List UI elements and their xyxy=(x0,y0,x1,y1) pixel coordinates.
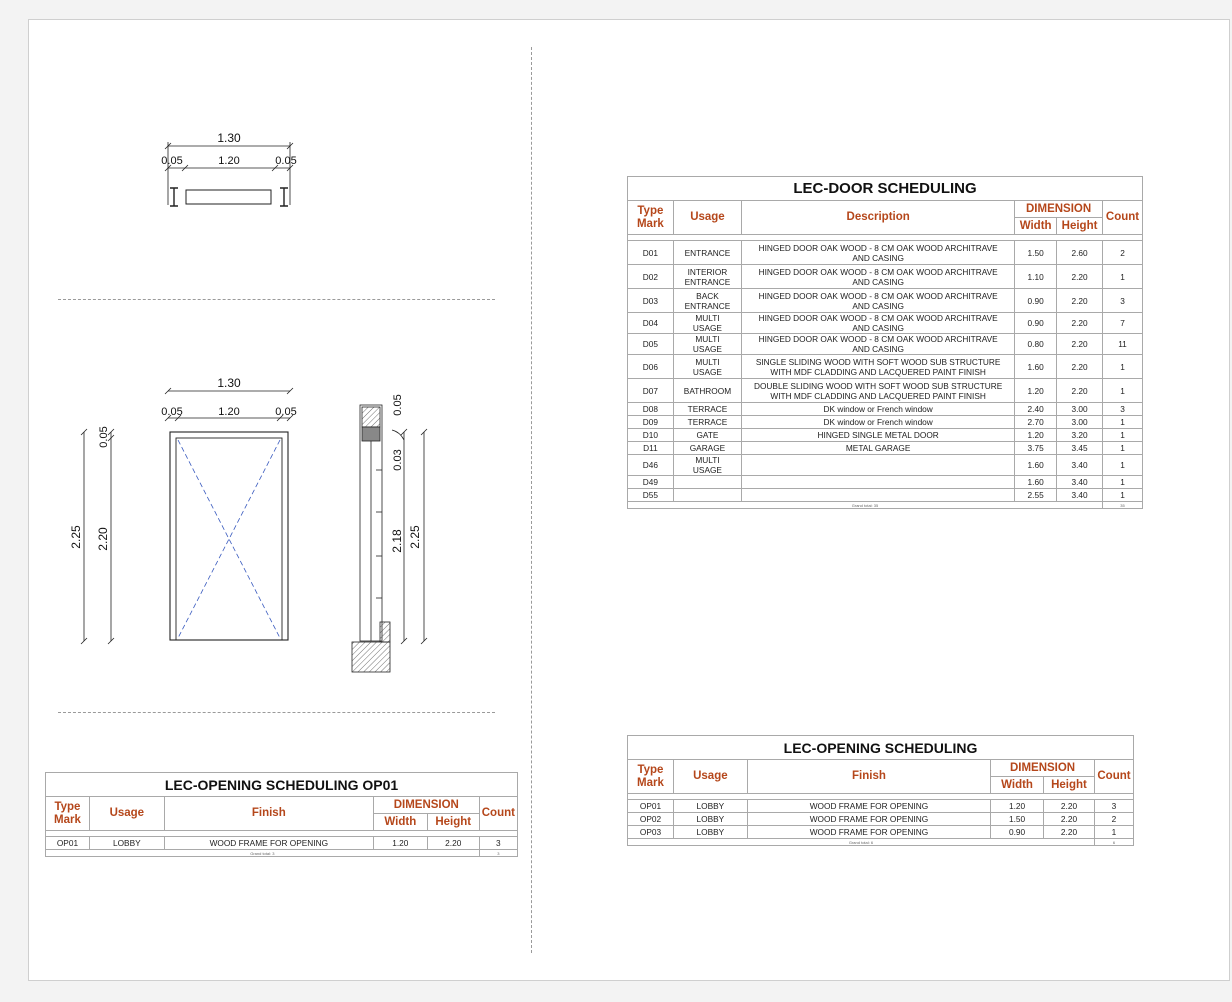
door_schedule-cell-desc: HINGED SINGLE METAL DOOR xyxy=(742,429,1015,442)
door_schedule-cell-width: 2.70 xyxy=(1015,416,1057,429)
door_schedule-cell-usage: MULTI USAGE xyxy=(673,334,741,355)
table-row xyxy=(628,313,1143,334)
op01_schedule-cell-finish: WOOD FRAME FOR OPENING xyxy=(164,837,373,850)
opening-header-dimension: DIMENSION xyxy=(991,760,1095,777)
opening_schedule-cell-height: 2.20 xyxy=(1044,800,1095,813)
door_schedule-cell-width: 0.80 xyxy=(1015,334,1057,355)
door_schedule-cell-usage xyxy=(673,476,741,489)
table-row xyxy=(628,403,1143,416)
door_schedule-cell-desc xyxy=(742,476,1015,489)
opening-header-width: Width xyxy=(991,777,1044,794)
door_schedule-cell-height: 3.00 xyxy=(1057,403,1103,416)
door_schedule-cell-desc: DK window or French window xyxy=(742,403,1015,416)
door-grand-total-count: 35 xyxy=(1103,502,1143,509)
table-row xyxy=(628,455,1143,476)
door_schedule-cell-usage: ENTRANCE xyxy=(673,241,741,265)
table-row xyxy=(628,826,1134,839)
opening_schedule-cell-width: 1.50 xyxy=(991,813,1044,826)
door_schedule-cell-height: 3.40 xyxy=(1057,455,1103,476)
door_schedule-cell-height: 2.20 xyxy=(1057,379,1103,403)
door_schedule-cell-mark: D03 xyxy=(628,289,674,313)
section-dim-overall: 2.25 xyxy=(408,525,422,549)
door_schedule-cell-usage: GARAGE xyxy=(673,442,741,455)
door_schedule-cell-mark: D01 xyxy=(628,241,674,265)
door_schedule-cell-desc: DOUBLE SLIDING WOOD WITH SOFT WOOD SUB STRUCTURE WITH MDF CLADDING AND LACQUERED PAINT FINISH xyxy=(742,379,1015,403)
elev-dim-left-top: 0.05 xyxy=(98,426,110,448)
table-row xyxy=(628,429,1143,442)
table-row xyxy=(628,813,1134,826)
door_schedule-cell-desc xyxy=(742,489,1015,502)
door-header-type-mark: Type Mark xyxy=(628,201,674,235)
door-header-width: Width xyxy=(1015,218,1057,235)
op01-header-dimension: DIMENSION xyxy=(373,797,479,814)
door_schedule-cell-height: 3.40 xyxy=(1057,476,1103,489)
door_schedule-cell-count: 1 xyxy=(1103,489,1143,502)
plan-dim-left: 0.05 xyxy=(161,155,183,167)
opening_schedule-cell-width: 1.20 xyxy=(991,800,1044,813)
door_schedule-cell-mark: D04 xyxy=(628,313,674,334)
elev-dim-top-mid: 1.20 xyxy=(218,406,240,418)
door_schedule-cell-width: 2.40 xyxy=(1015,403,1057,416)
opening_schedule-cell-mark: OP02 xyxy=(628,813,674,826)
door_schedule-cell-count: 1 xyxy=(1103,265,1143,289)
door_schedule-cell-mark: D05 xyxy=(628,334,674,355)
op01-header-width: Width xyxy=(373,814,427,831)
op01-header-height: Height xyxy=(427,814,479,831)
door_schedule-cell-usage: MULTI USAGE xyxy=(673,313,741,334)
op01-schedule-table xyxy=(45,772,518,857)
door_schedule-cell-count: 2 xyxy=(1103,241,1143,265)
opening-header-type-mark: Type Mark xyxy=(628,760,674,794)
opening_schedule-cell-usage: LOBBY xyxy=(673,800,747,813)
door_schedule-cell-desc: HINGED DOOR OAK WOOD - 8 CM OAK WOOD ARCHITRAVE AND CASING xyxy=(742,265,1015,289)
door_schedule-cell-usage: TERRACE xyxy=(673,416,741,429)
door_schedule-cell-desc: SINGLE SLIDING WOOD WITH SOFT WOOD SUB STRUCTURE WITH MDF CLADDING AND LACQUERED PAINT FINISH xyxy=(742,355,1015,379)
door-header-usage: Usage xyxy=(673,201,741,235)
door-header-count: Count xyxy=(1103,201,1143,235)
opening-schedule-table xyxy=(627,735,1134,846)
door_schedule-cell-usage: MULTI USAGE xyxy=(673,455,741,476)
opening_schedule-cell-mark: OP03 xyxy=(628,826,674,839)
door-header-dimension: DIMENSION xyxy=(1015,201,1103,218)
opening_schedule-cell-finish: WOOD FRAME FOR OPENING xyxy=(747,826,990,839)
section-dim-height: 2.18 xyxy=(390,529,404,553)
door_schedule-cell-mark: D06 xyxy=(628,355,674,379)
opening_schedule-cell-count: 1 xyxy=(1094,826,1133,839)
door_schedule-cell-mark: D49 xyxy=(628,476,674,489)
op01_schedule-cell-height: 2.20 xyxy=(427,837,479,850)
table-row xyxy=(628,265,1143,289)
opening_schedule-cell-height: 2.20 xyxy=(1044,813,1095,826)
door_schedule-cell-width: 1.50 xyxy=(1015,241,1057,265)
opening-grand-total-count: 6 xyxy=(1094,839,1133,846)
door_schedule-cell-count: 1 xyxy=(1103,455,1143,476)
door_schedule-cell-mark: D11 xyxy=(628,442,674,455)
opening-header-usage: Usage xyxy=(673,760,747,794)
op01_schedule-cell-width: 1.20 xyxy=(373,837,427,850)
door_schedule-cell-mark: D07 xyxy=(628,379,674,403)
door_schedule-cell-height: 3.00 xyxy=(1057,416,1103,429)
door_schedule-cell-count: 1 xyxy=(1103,355,1143,379)
opening_schedule-cell-width: 0.90 xyxy=(991,826,1044,839)
door_schedule-cell-height: 2.20 xyxy=(1057,313,1103,334)
door_schedule-cell-width: 1.20 xyxy=(1015,379,1057,403)
op01-header-finish: Finish xyxy=(164,797,373,831)
opening-grand-total: Grand total: 6 xyxy=(628,839,1095,846)
opening_schedule-cell-count: 3 xyxy=(1094,800,1133,813)
door_schedule-cell-count: 11 xyxy=(1103,334,1143,355)
door_schedule-cell-usage: TERRACE xyxy=(673,403,741,416)
opening_schedule-cell-finish: WOOD FRAME FOR OPENING xyxy=(747,813,990,826)
table-row xyxy=(628,476,1143,489)
table-row xyxy=(628,489,1143,502)
door_schedule-cell-height: 3.45 xyxy=(1057,442,1103,455)
door_schedule-cell-width: 1.60 xyxy=(1015,355,1057,379)
door_schedule-cell-height: 2.20 xyxy=(1057,265,1103,289)
section-dim-top: 0.05 xyxy=(392,394,404,416)
door_schedule-cell-desc: HINGED DOOR OAK WOOD - 8 CM OAK WOOD ARCHITRAVE AND CASING xyxy=(742,241,1015,265)
door_schedule-cell-width: 2.55 xyxy=(1015,489,1057,502)
door_schedule-cell-mark: D08 xyxy=(628,403,674,416)
door_schedule-cell-desc: HINGED DOOR OAK WOOD - 8 CM OAK WOOD ARCHITRAVE AND CASING xyxy=(742,334,1015,355)
opening_schedule-cell-finish: WOOD FRAME FOR OPENING xyxy=(747,800,990,813)
op01-schedule-title: LEC-OPENING SCHEDULING OP01 xyxy=(46,773,518,797)
door_schedule-cell-height: 2.20 xyxy=(1057,289,1103,313)
opening-header-count: Count xyxy=(1094,760,1133,794)
door_schedule-cell-width: 0.90 xyxy=(1015,289,1057,313)
door-schedule-table xyxy=(627,176,1143,509)
table-row xyxy=(628,379,1143,403)
door_schedule-cell-height: 3.20 xyxy=(1057,429,1103,442)
table-row xyxy=(46,837,518,850)
door_schedule-cell-mark: D02 xyxy=(628,265,674,289)
door_schedule-cell-usage: MULTI USAGE xyxy=(673,355,741,379)
opening-schedule-title: LEC-OPENING SCHEDULING xyxy=(628,736,1134,760)
door_schedule-cell-count: 1 xyxy=(1103,442,1143,455)
table-row xyxy=(628,334,1143,355)
door_schedule-cell-desc: HINGED DOOR OAK WOOD - 8 CM OAK WOOD ARCHITRAVE AND CASING xyxy=(742,313,1015,334)
door_schedule-cell-desc: DK window or French window xyxy=(742,416,1015,429)
opening_schedule-cell-usage: LOBBY xyxy=(673,813,747,826)
door_schedule-cell-count: 1 xyxy=(1103,476,1143,489)
elev-dim-top-right: 0.05 xyxy=(275,406,297,418)
table-row xyxy=(628,800,1134,813)
elev-dim-left-height: 2.20 xyxy=(96,527,110,551)
op01-grand-total-count: 3 xyxy=(479,850,517,857)
door_schedule-cell-count: 1 xyxy=(1103,429,1143,442)
opening_schedule-cell-usage: LOBBY xyxy=(673,826,747,839)
table-row xyxy=(628,416,1143,429)
door_schedule-cell-count: 3 xyxy=(1103,403,1143,416)
door_schedule-cell-usage: GATE xyxy=(673,429,741,442)
door_schedule-cell-height: 2.20 xyxy=(1057,334,1103,355)
table-row xyxy=(628,289,1143,313)
op01-header-count: Count xyxy=(479,797,517,831)
op01-header-type-mark: Type Mark xyxy=(46,797,90,831)
op01-header-usage: Usage xyxy=(89,797,164,831)
door-schedule-title: LEC-DOOR SCHEDULING xyxy=(628,177,1143,201)
door_schedule-cell-usage: BATHROOM xyxy=(673,379,741,403)
door_schedule-cell-desc xyxy=(742,455,1015,476)
door_schedule-cell-width: 0.90 xyxy=(1015,313,1057,334)
table-row xyxy=(628,355,1143,379)
plan-dim-overall: 1.30 xyxy=(217,131,241,145)
door-header-height: Height xyxy=(1057,218,1103,235)
door_schedule-cell-width: 1.60 xyxy=(1015,476,1057,489)
door_schedule-cell-width: 1.60 xyxy=(1015,455,1057,476)
door_schedule-cell-count: 3 xyxy=(1103,289,1143,313)
door_schedule-cell-mark: D46 xyxy=(628,455,674,476)
op01_schedule-cell-count: 3 xyxy=(479,837,517,850)
op01_schedule-cell-mark: OP01 xyxy=(46,837,90,850)
door_schedule-cell-height: 2.60 xyxy=(1057,241,1103,265)
door_schedule-cell-usage xyxy=(673,489,741,502)
door_schedule-cell-width: 3.75 xyxy=(1015,442,1057,455)
door_schedule-cell-count: 7 xyxy=(1103,313,1143,334)
opening_schedule-cell-count: 2 xyxy=(1094,813,1133,826)
elev-dim-top-overall: 1.30 xyxy=(217,376,241,390)
op01_schedule-cell-usage: LOBBY xyxy=(89,837,164,850)
section-dim-gap: 0.03 xyxy=(392,449,404,471)
plan-dim-right: 0.05 xyxy=(275,155,297,167)
door_schedule-cell-desc: METAL GARAGE xyxy=(742,442,1015,455)
door_schedule-cell-desc: HINGED DOOR OAK WOOD - 8 CM OAK WOOD ARCHITRAVE AND CASING xyxy=(742,289,1015,313)
table-row xyxy=(628,241,1143,265)
door_schedule-cell-mark: D09 xyxy=(628,416,674,429)
door_schedule-cell-width: 1.10 xyxy=(1015,265,1057,289)
opening_schedule-cell-height: 2.20 xyxy=(1044,826,1095,839)
door_schedule-cell-mark: D10 xyxy=(628,429,674,442)
door_schedule-cell-mark: D55 xyxy=(628,489,674,502)
door-header-description: Description xyxy=(742,201,1015,235)
door_schedule-cell-usage: INTERIOR ENTRANCE xyxy=(673,265,741,289)
door-grand-total: Grand total: 35 xyxy=(628,502,1103,509)
opening-header-finish: Finish xyxy=(747,760,990,794)
door_schedule-cell-height: 3.40 xyxy=(1057,489,1103,502)
elev-dim-top-left: 0.05 xyxy=(161,406,183,418)
door_schedule-cell-count: 1 xyxy=(1103,379,1143,403)
elev-dim-left-overall: 2.25 xyxy=(69,525,83,549)
door_schedule-cell-count: 1 xyxy=(1103,416,1143,429)
door_schedule-cell-width: 1.20 xyxy=(1015,429,1057,442)
plan-dim-mid: 1.20 xyxy=(218,155,240,167)
opening-header-height: Height xyxy=(1044,777,1095,794)
table-row xyxy=(628,442,1143,455)
door_schedule-cell-usage: BACK ENTRANCE xyxy=(673,289,741,313)
door_schedule-cell-height: 2.20 xyxy=(1057,355,1103,379)
op01-grand-total: Grand total: 3 xyxy=(46,850,480,857)
opening_schedule-cell-mark: OP01 xyxy=(628,800,674,813)
